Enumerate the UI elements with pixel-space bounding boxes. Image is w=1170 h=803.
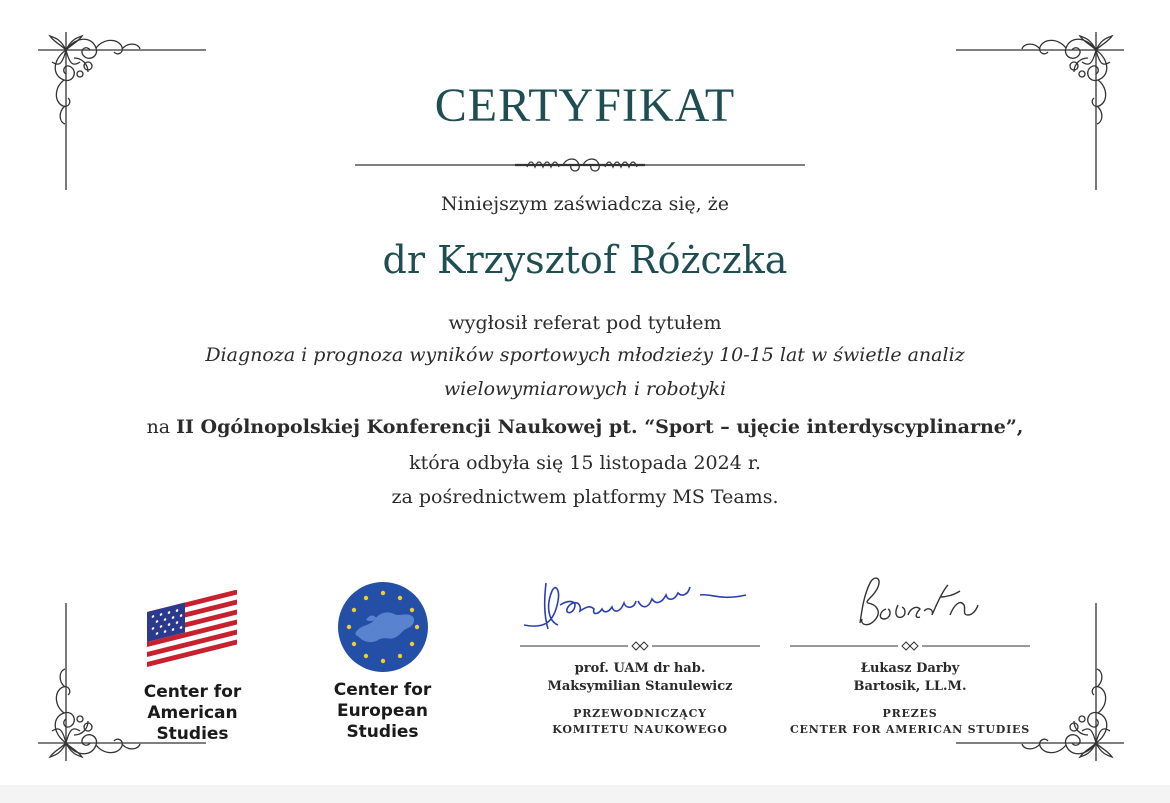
conference-prefix: na [146,416,177,438]
signatory-1-role-line-2: KOMITETU NAUKOWEGO [552,723,728,736]
signatory-1-name-line-2: Maksymilian Stanulewicz [547,679,733,694]
us-flag-icon [147,590,239,676]
american-logo-line-2: American Studies [147,703,238,744]
recipient-name: dr Krzysztof Różczka [382,238,788,282]
signature-2-rule-icon [790,640,1030,652]
signatory-2-name-line-2: Bartosik, LL.M. [853,679,967,694]
center-american-studies-logo [110,590,275,745]
center-european-studies-logo [300,580,465,743]
intro-text: Niniejszym zaświadcza się, że [440,193,730,215]
conference-line [0,416,1170,438]
signature-1-rule-icon [520,640,760,652]
european-logo-line-1: Center for [333,680,432,700]
signature-1-icon [520,575,760,637]
signatory-2-role-line-2: CENTER FOR AMERICAN STUDIES [790,723,1030,736]
signatory-1 [520,575,760,738]
european-logo-line-2: European Studies [336,701,429,742]
signatory-1-role-line-1: PRZEWODNICZĄCY [573,707,707,720]
paper-title-line-1: Diagnoza i prognoza wyników sportowych młodzieży 10-15 lat w świetle analiz [205,344,965,366]
conference-name: II Ogólnopolskiej Konferencji Naukowej pt. “Sport – ujęcie interdyscyplinarne”, [176,416,1024,438]
date-line: która odbyła się 15 listopada 2024 r. [409,452,761,474]
signature-2-icon [790,575,1030,637]
lead-text: wygłosił referat pod tytułem [448,312,722,334]
certificate-title: CERTYFIKAT [434,79,736,132]
signatory-2-name-line-1: Łukasz Darby [860,661,960,676]
platform-line: za pośrednictwem platformy MS Teams. [391,486,779,508]
american-logo-line-1: Center for [143,682,242,702]
title-divider-ornament-icon [355,153,805,177]
paper-title-line-2: wielowymiarowych i robotyki [443,378,727,400]
signatory-2 [790,575,1030,738]
signatory-1-name-line-1: prof. UAM dr hab. [574,661,706,676]
signatory-2-role-line-1: PREZES [882,707,938,720]
eu-globe-icon [336,580,430,674]
